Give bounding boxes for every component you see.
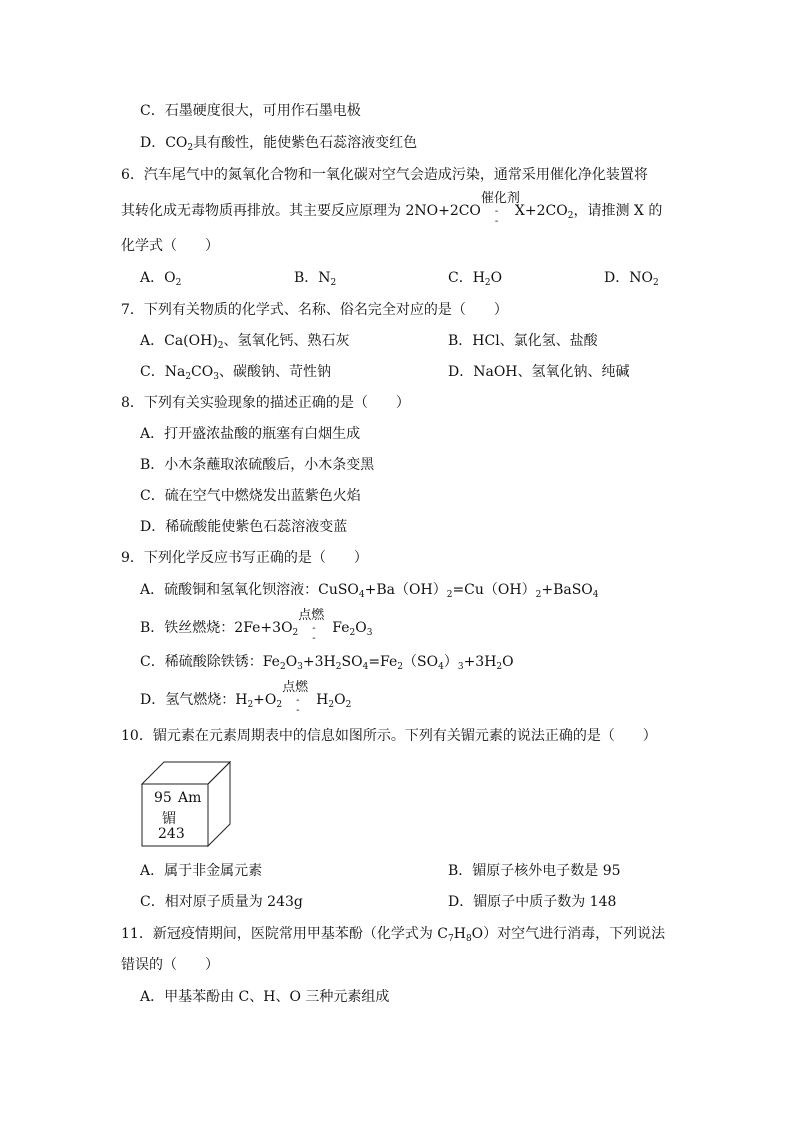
q6-option-d: D．$NO_2$ (604, 270, 659, 288)
q10-option-b: B．镅原子核外电子数是 95 (448, 863, 621, 879)
q9-stem: 9．下列化学反应书写正确的是（ ） (121, 550, 368, 566)
q11-stem-line1: 11．新冠疫情期间，医院常用甲基苯酚（化学式为 $C_7H_8O$）对空气进行消毒，下列说法 (121, 926, 666, 944)
q9-option-d: D．氢气燃烧：$H_2+O_2$ 点燃 - - $H_2O_2$ (140, 680, 352, 716)
q7-option-d: D．NaOH、氢氧化钠、纯碱 (448, 364, 630, 380)
q9-option-b: B．铁丝燃烧：$2Fe+3O_2$ 点燃 - - $Fe_2O_3$ (140, 608, 373, 644)
q6-option-c: C．$H_2O$ (448, 270, 503, 288)
reaction-condition: 催化剂 - - (480, 191, 520, 227)
q10-option-d: D．镅原子中质子数为 148 (448, 894, 617, 910)
q9-option-a: A．硫酸铜和氢氧化钡溶液：$CuSO_4+Ba(OH)_2=Cu(OH)_2+BaSO_4$ (140, 582, 599, 600)
reaction-condition: 点燃 - - (298, 608, 325, 644)
q10-option-c: C．相对原子质量为 243g (140, 894, 303, 910)
q8-option-d: D．稀硫酸能使紫色石蕊溶液变蓝 (140, 519, 348, 535)
atomic-number: 95 (154, 790, 172, 806)
q11-option-a: A．甲基苯酚由 C、H、O 三种元素组成 (140, 989, 390, 1005)
atomic-mass: 243 (158, 826, 185, 842)
q6-option-b: B．$N_2$ (294, 270, 337, 288)
q7-option-b: B．HCl、氯化氢、盐酸 (448, 333, 598, 349)
q6-stem-line1: 6．汽车尾气中的氮氧化合物和一氧化碳对空气会造成污染，通常采用催化净化装置将 (121, 167, 648, 183)
q10-option-a: A．属于非金属元素 (140, 863, 263, 879)
q10-stem: 10．镅元素在元素周期表中的信息如图所示。下列有关镅元素的说法正确的是（ ） (121, 728, 657, 744)
q7-stem: 7．下列有关物质的化学式、名称、俗名完全对应的是（ ） (121, 302, 508, 318)
q6-option-a: A．$O_2$ (140, 270, 182, 288)
q7-option-a: A．$Ca(OH)_2$、氢氧化钙、熟石灰 (140, 333, 350, 351)
element-symbol: Am (178, 790, 202, 806)
q11-stem-line2: 错误的（ ） (121, 957, 219, 973)
q5-option-d: D．$CO_2$具有酸性，能使紫色石蕊溶液变红色 (140, 135, 418, 153)
q8-option-c: C．硫在空气中燃烧发出蓝紫色火焰 (140, 488, 361, 504)
q6-stem-line3: 化学式（ ） (121, 238, 219, 254)
element-name: 镅 (162, 811, 176, 827)
periodic-element-cube (140, 760, 232, 848)
q8-option-a: A．打开盛浓盐酸的瓶塞有白烟生成 (140, 426, 361, 442)
q5-option-c: C．石墨硬度很大，可用作石墨电极 (140, 103, 361, 119)
q8-option-b: B．小木条蘸取浓硫酸后，小木条变黑 (140, 457, 375, 473)
q8-stem: 8．下列有关实验现象的描述正确的是（ ） (121, 395, 410, 411)
q6-stem-line2: 其转化成无毒物质再排放。其主要反应原理为 2NO+2CO 催化剂 - - $X+2CO_2$，请推测 X 的 (121, 191, 663, 227)
q9-option-c: C．稀硫酸除铁锈：$Fe_2O_3+3H_2SO_4=Fe_2(SO_4)_3+3H_2O$ (140, 654, 514, 672)
reaction-condition: 点燃 - - (282, 680, 309, 716)
q7-option-c: C．$Na_2CO_3$、碳酸钠、苛性钠 (140, 364, 331, 382)
